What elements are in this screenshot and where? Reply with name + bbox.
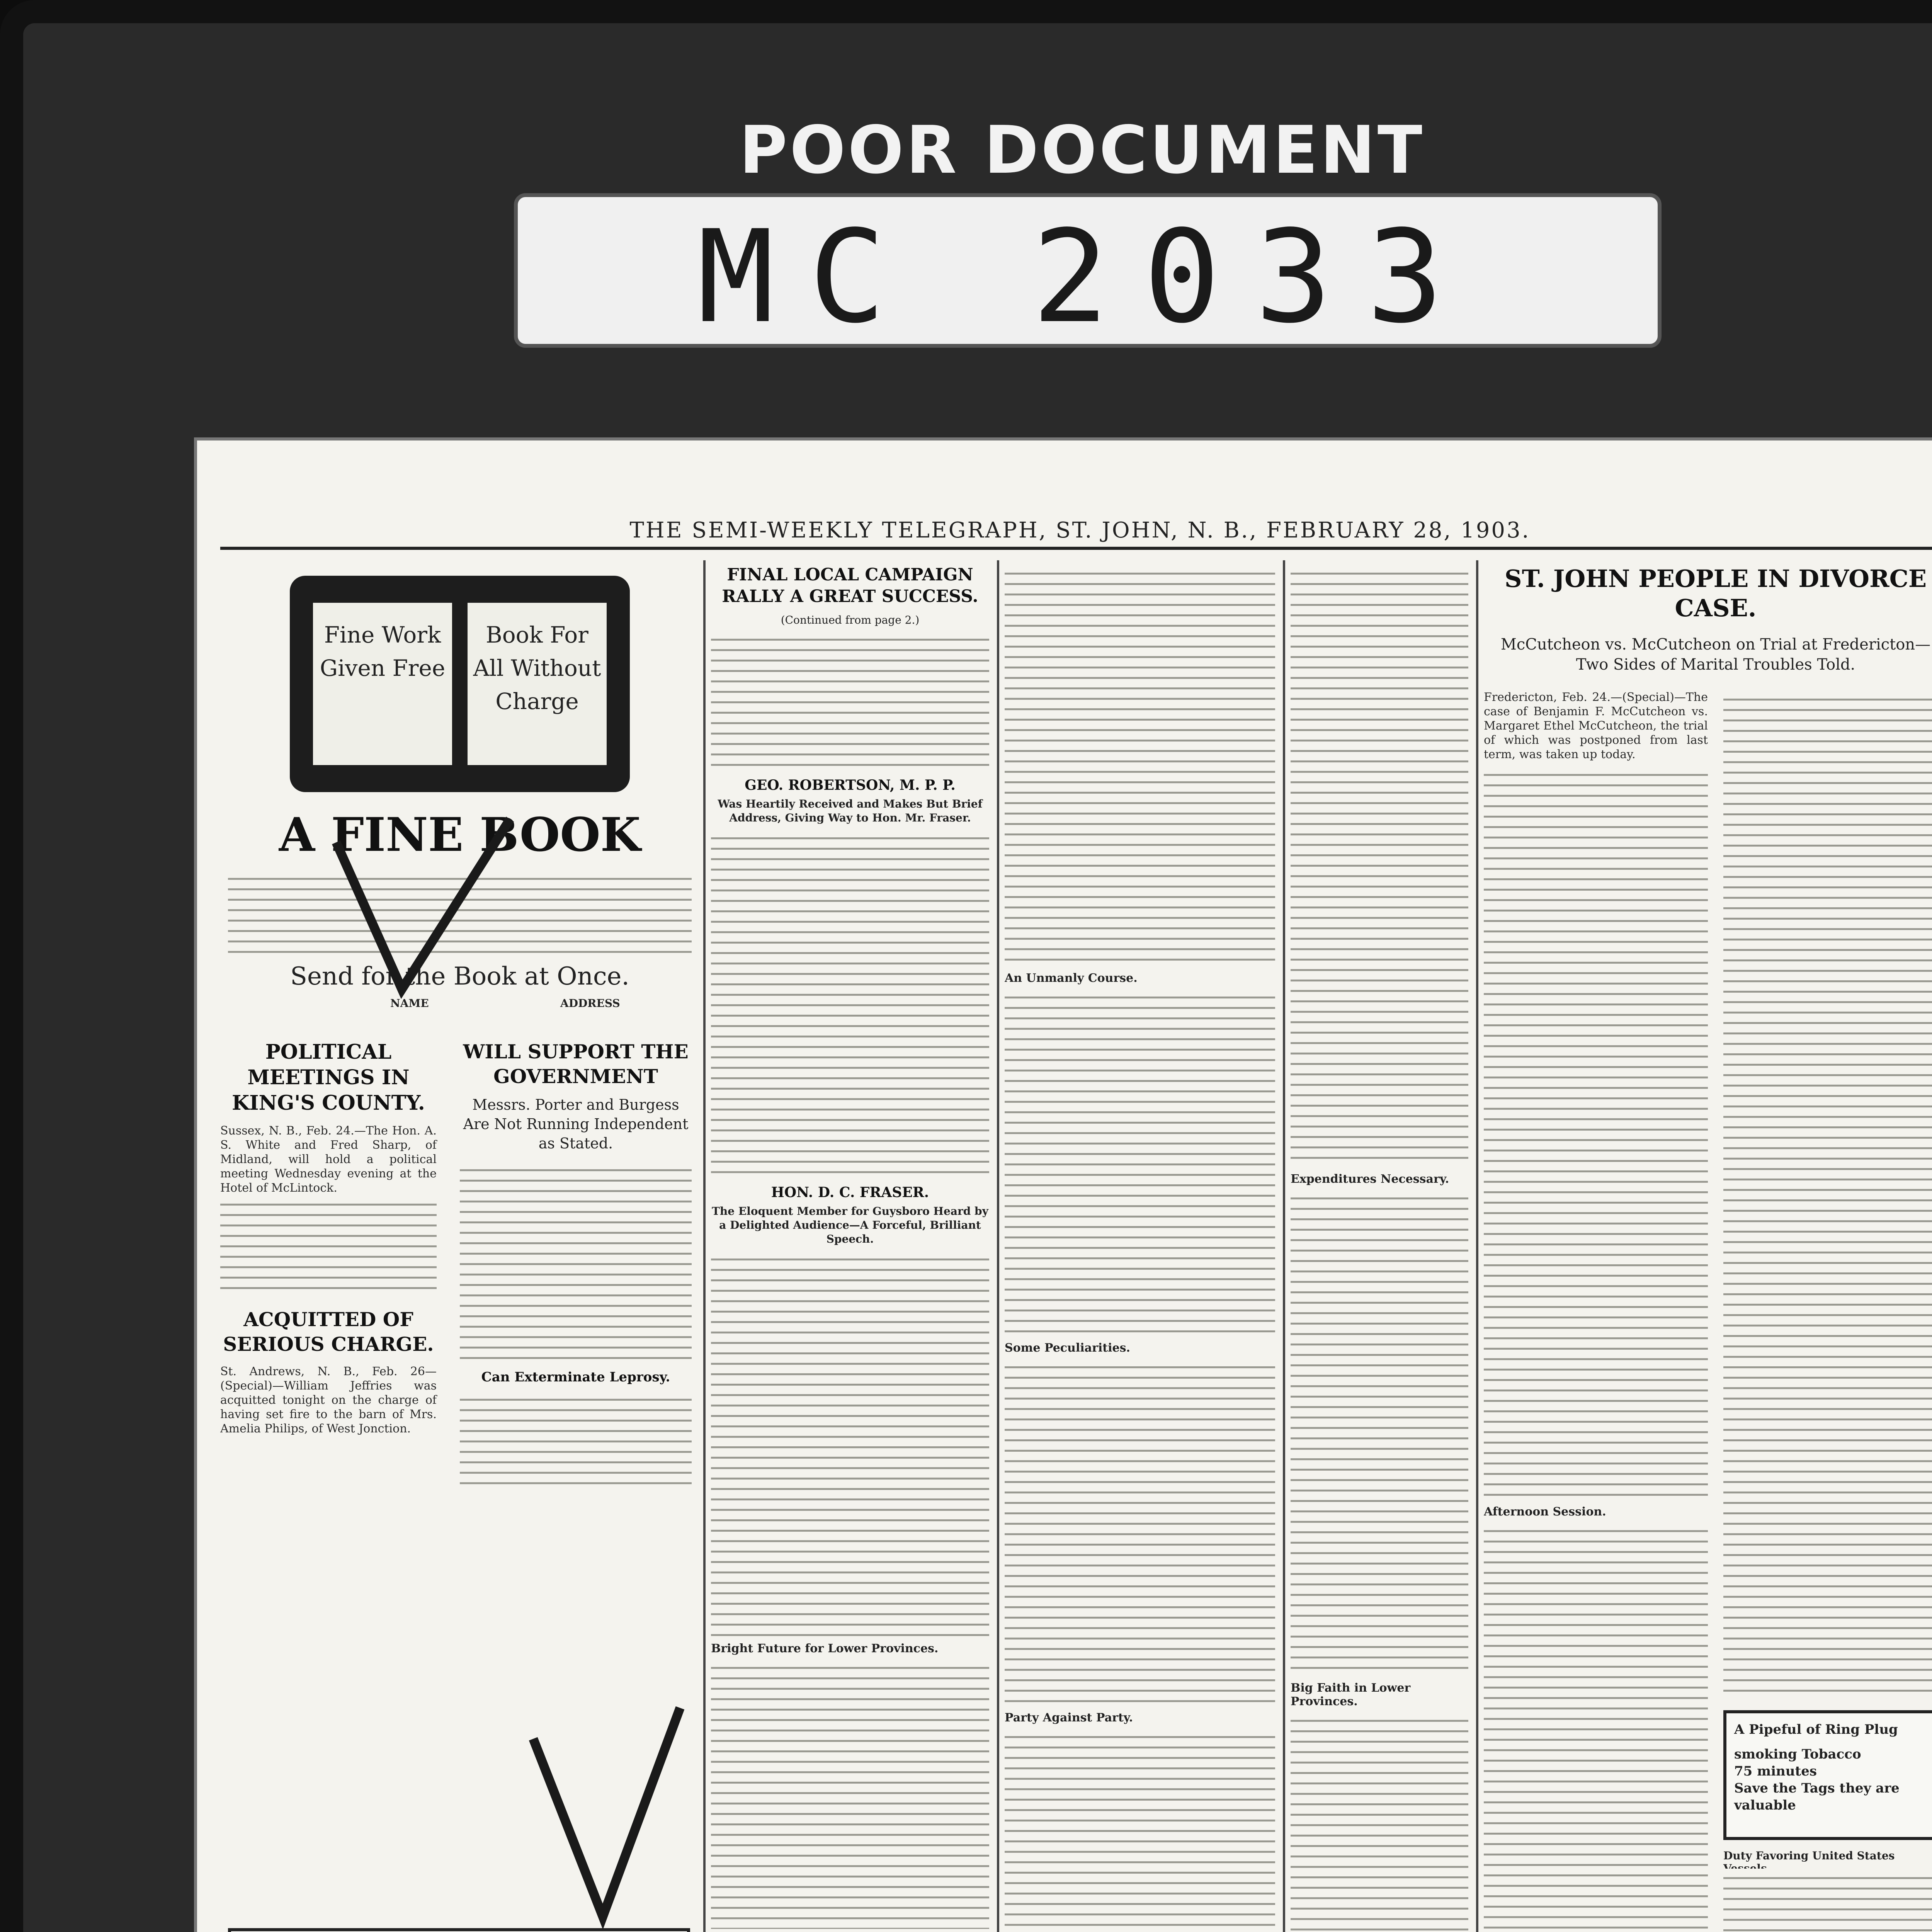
checkmark-icon — [336, 819, 510, 989]
checkmark-icon — [533, 1708, 680, 1917]
political-dateline: Sussex, N. B., Feb. 24.—The Hon. A. S. White and Fred Sharp, of Midland, will hold a political meeting Wednesday evening at the Hotel of McLintock. — [220, 1124, 437, 1195]
leprosy-headline: Can Exterminate Leprosy. — [481, 1369, 670, 1385]
book-left-page: Fine Work Given Free — [313, 603, 452, 765]
divorce-afternoon-session: Afternoon Session. — [1484, 1505, 1606, 1519]
acquitted-headline: ACQUITTED OF SERIOUS CHARGE. — [223, 1308, 434, 1355]
support-headline: WILL SUPPORT THE GOVERNMENT — [463, 1040, 689, 1088]
col2-section-1: Bright Future for Lower Provinces. — [711, 1642, 939, 1655]
col4-section-1: Expenditures Necessary. — [1291, 1172, 1449, 1186]
book-ad-name-label: NAME — [390, 997, 429, 1010]
tobacco-line-1: A Pipeful of Ring Plug — [1734, 1722, 1898, 1737]
col4-section-2: Big Faith in Lower Provinces. — [1291, 1681, 1411, 1708]
book-ad-address-label: ADDRESS — [560, 997, 620, 1010]
col3-section-1: An Unmanly Course. — [1005, 971, 1138, 985]
divorce-dateline: Fredericton, Feb. 24.—(Special)—The case of Benjamin F. McCutcheon vs. Margaret Ethel McCutcheon, the trial of which was postponed from last term, was taken up today. — [1484, 690, 1708, 761]
tobacco-line-2: smoking Tobacco — [1734, 1747, 1861, 1762]
support-subheadline: Messrs. Porter and Burgess Are Not Running Independent as Stated. — [463, 1096, 689, 1152]
duty-headline: Duty Favoring United States — [1723, 1849, 1895, 1862]
political-headline: POLITICAL MEETINGS IN KING'S COUNTY. — [232, 1040, 425, 1115]
masthead: THE SEMI-WEEKLY TELEGRAPH, ST. JOHN, N. B., FEBRUARY 28, 1903. — [629, 518, 1531, 543]
fraser-subhead: HON. D. C. FRASER. — [771, 1184, 929, 1201]
book-ad-cta: Send for the Book at Once. — [290, 962, 629, 991]
tobacco-line-4: Save the Tags they are valuable — [1734, 1781, 1900, 1813]
acquitted-dateline: St. Andrews, N. B., Feb. 26—(Special)—William Jeffries was acquitted tonight on the charge of having set fire to the barn of Mrs. Amelia Philips, of West Jonction. — [220, 1365, 437, 1435]
col3-section-2: Some Peculiarities. — [1005, 1341, 1130, 1355]
poor-document-label: POOR DOCUMENT — [739, 112, 1425, 189]
divorce-headline: ST. JOHN PEOPLE IN DIVORCE CASE. — [1504, 565, 1927, 622]
rally-headline: FINAL LOCAL CAMPAIGN RALLY A GREAT SUCCESS. — [722, 565, 978, 606]
robertson-subhead: GEO. ROBERTSON, M. P. P. — [745, 777, 956, 793]
rally-continued: (Continued from page 2.) — [781, 614, 920, 626]
reel-code: MC 2033 — [697, 203, 1478, 351]
tobacco-line-3: 75 minutes — [1734, 1764, 1817, 1779]
col3-section-3: Party Against Party. — [1005, 1711, 1133, 1725]
fraser-deck: The Eloquent Member for Guysboro Heard by a Delighted Audience—A Forceful, Brilliant Speech. — [712, 1205, 988, 1245]
divorce-deck: McCutcheon vs. McCutcheon on Trial at Fredericton—Two Sides of Marital Troubles Told. — [1500, 636, 1931, 673]
robertson-deck: Was Heartily Received and Makes But Brief Address, Giving Way to Hon. Mr. Fraser. — [718, 798, 983, 824]
book-right-page: Book For All Without Charge — [468, 603, 607, 765]
book-ad-headline: A FINE BOOK — [279, 808, 641, 862]
